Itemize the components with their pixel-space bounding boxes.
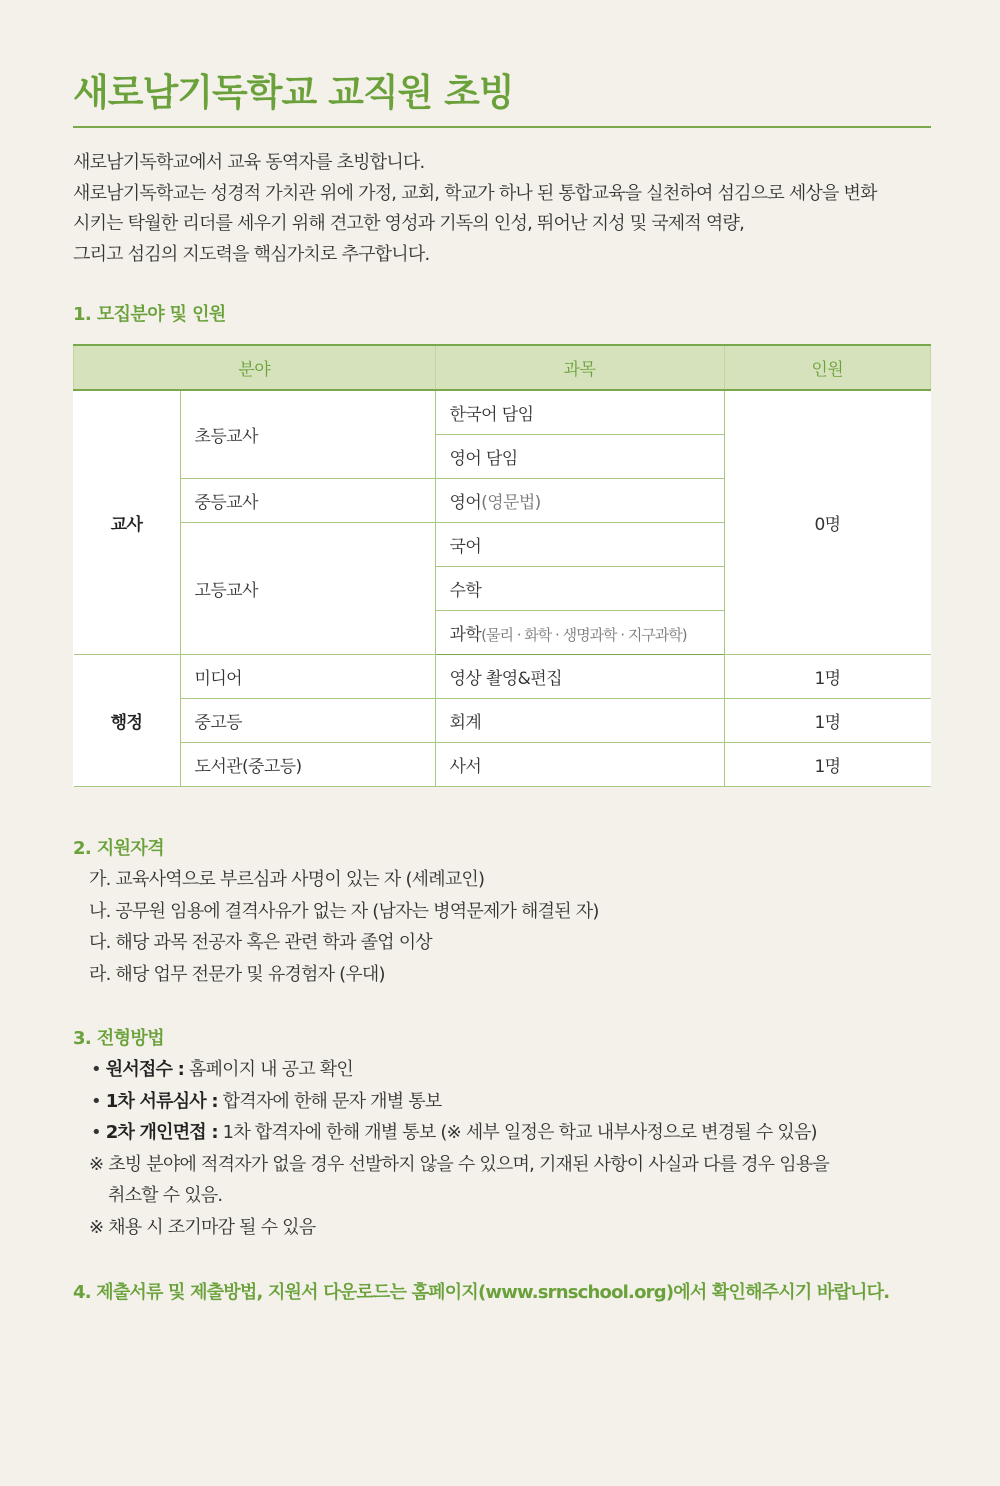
category-admin: 행정 — [74, 655, 181, 787]
bullet-text: 1차 합격자에 한해 개별 통보 (※ 세부 일정은 학교 내부사정으로 변경될 수 있음) — [217, 1122, 817, 1143]
subject-cell: 영상 촬영&편집 — [435, 655, 724, 699]
section-heading-qualifications: 2. 지원자격 — [73, 838, 164, 859]
qualifications-list — [73, 864, 599, 990]
count-cell: 1명 — [724, 655, 931, 699]
subject-cell — [435, 479, 724, 523]
note-item: 취소할 수 있음. — [108, 1185, 223, 1206]
category-teacher: 교사 — [74, 390, 181, 655]
header-field: 분야 — [74, 345, 436, 390]
note-item: ※ 초빙 분야에 적격자가 없을 경우 선발하지 않을 수 있으며, 기재된 사항이 사실과 다를 경우 임용을 — [89, 1153, 829, 1175]
count-cell: 1명 — [724, 743, 931, 787]
intro-line: 새로남기독학교에서 교육 동역자를 초빙합니다. — [73, 152, 425, 173]
intro-line: 그리고 섬김의 지도력을 핵심가치로 추구합니다. — [73, 243, 430, 265]
subject-name: 영어 — [449, 493, 482, 513]
submission-info: 4. 제출서류 및 제출방법, 지원서 다운로드는 홈페이지(www.srnschool.org)에서 확인해주시기 바랍니다. — [73, 1282, 890, 1303]
table-row — [74, 743, 931, 787]
field-middle: 중등교사 — [180, 479, 435, 523]
title-divider — [73, 126, 931, 128]
table-row — [74, 655, 931, 699]
recruitment-table — [73, 344, 931, 787]
list-item: • 2차 개인면접 : 1차 합격자에 한해 개별 통보 (※ 세부 일정은 학교 내부사정으로 변경될 수 있음) — [91, 1122, 817, 1143]
selection-list — [73, 1054, 829, 1243]
bullet-label: 원서접수 : — [105, 1059, 184, 1080]
subject-cell: 회계 — [435, 699, 724, 743]
intro-paragraph — [73, 148, 933, 270]
subject-name: 과학 — [449, 625, 482, 645]
table-row — [74, 390, 931, 435]
field-high: 고등교사 — [180, 523, 435, 655]
field-cell: 중고등 — [180, 699, 435, 743]
list-item: • 1차 서류심사 : 합격자에 한해 문자 개별 통보 — [91, 1090, 442, 1112]
intro-line: 시키는 탁월한 리더를 세우기 위해 견고한 영성과 기독의 인성, 뛰어난 지성 및 국제적 역량, — [73, 213, 744, 234]
header-subject: 과목 — [435, 345, 724, 390]
list-item: • 원서접수 : 홈페이지 내 공고 확인 — [91, 1059, 353, 1080]
subject-note: (물리 · 화학 · 생명과학 · 지구과학) — [481, 626, 687, 644]
subject-cell: 사서 — [435, 743, 724, 787]
list-item: 다. 해당 과목 전공자 혹은 관련 학과 졸업 이상 — [89, 932, 432, 953]
table-header-row — [74, 345, 931, 390]
count-teacher: 0명 — [724, 390, 931, 655]
page-title: 새로남기독학교 교직원 초빙 — [73, 71, 514, 114]
count-cell: 1명 — [724, 699, 931, 743]
bullet-label: 1차 서류심사 : — [105, 1090, 218, 1112]
bullet-text: 합격자에 한해 문자 개별 통보 — [217, 1090, 442, 1112]
list-item: 가. 교육사역으로 부르심과 사명이 있는 자 (세례교인) — [89, 869, 485, 890]
section-heading-recruitment: 1. 모집분야 및 인원 — [73, 304, 226, 325]
field-cell: 미디어 — [180, 655, 435, 699]
subject-cell: 수학 — [435, 567, 724, 611]
bullet-label: 2차 개인면접 : — [105, 1122, 218, 1143]
list-item: 나. 공무원 임용에 결격사유가 없는 자 (남자는 병역문제가 해결된 자) — [89, 900, 599, 922]
subject-cell — [435, 611, 724, 655]
subject-cell: 국어 — [435, 523, 724, 567]
list-item: 라. 해당 업무 전문가 및 유경험자 (우대) — [89, 963, 385, 985]
note-item: ※ 채용 시 조기마감 될 수 있음 — [89, 1216, 316, 1238]
section-heading-selection: 3. 전형방법 — [73, 1028, 164, 1049]
intro-line: 새로남기독학교는 성경적 가치관 위에 가정, 교회, 학교가 하나 된 통합교육을 실천하여 섬김으로 세상을 변화 — [73, 182, 877, 204]
subject-cell: 한국어 담임 — [435, 390, 724, 435]
field-elementary: 초등교사 — [180, 390, 435, 479]
subject-cell: 영어 담임 — [435, 435, 724, 479]
table-row — [74, 699, 931, 743]
subject-note: (영문법) — [481, 493, 541, 513]
bullet-text: 홈페이지 내 공고 확인 — [183, 1059, 353, 1080]
header-count: 인원 — [724, 345, 931, 390]
field-cell: 도서관(중고등) — [180, 743, 435, 787]
